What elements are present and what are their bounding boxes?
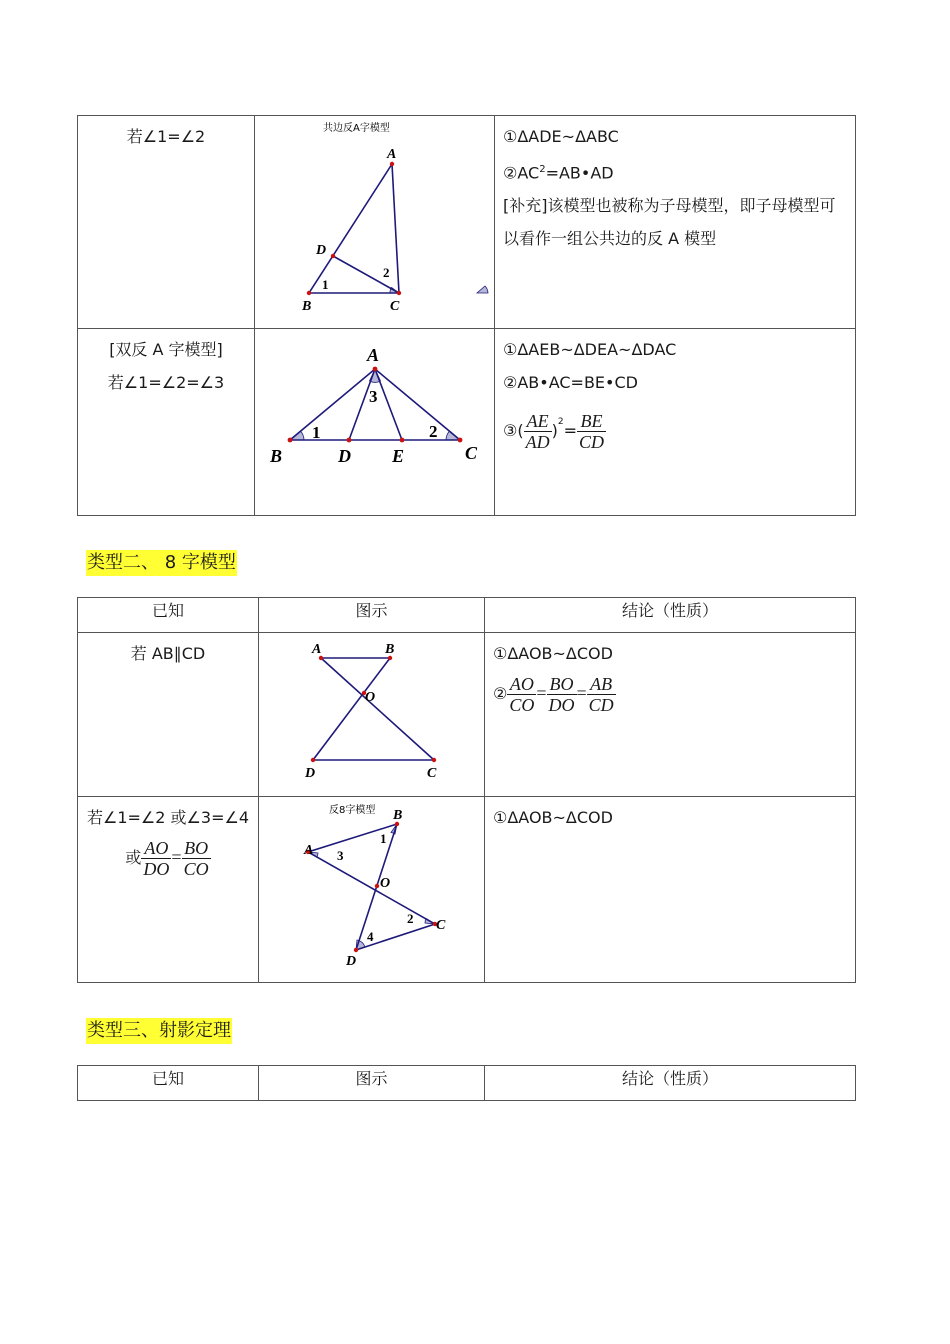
label-a: A xyxy=(312,642,322,657)
fraction-ao-do: $\frac{AO}{DO}$ xyxy=(143,838,170,879)
label-d: D xyxy=(346,954,357,969)
given-cell xyxy=(78,633,259,797)
double-reverse-a-figure xyxy=(255,329,495,515)
figure-caption: 共边反A字模型 xyxy=(323,123,390,134)
fraction-bo-co: $\frac{BO}{CO}$ xyxy=(183,838,209,879)
table-row xyxy=(78,116,856,329)
section-2-title: 类型二、 8 字模型 xyxy=(86,550,237,576)
angle-3-label: 3 xyxy=(337,848,344,863)
label-c: C xyxy=(427,766,437,781)
conclusion-cell xyxy=(485,797,856,983)
figure-8-lines xyxy=(313,658,434,760)
label-c: C xyxy=(465,443,478,463)
table-row xyxy=(78,329,856,516)
point-b xyxy=(288,438,293,443)
figure-cell xyxy=(255,329,495,516)
conclusion-cell xyxy=(495,329,856,516)
fraction-bo-do: $\frac{BO}{DO}$ xyxy=(548,674,575,715)
given-cell xyxy=(78,329,255,516)
label-d: D xyxy=(338,446,351,466)
conclusion-3: ③( $\frac{AE}{AD}$ )$^2$= $\frac{BE}{CD}$ xyxy=(503,411,604,452)
point-o xyxy=(375,884,379,888)
reverse-8-diagram xyxy=(259,797,485,982)
given-text: 若∠1=∠2 或∠3=∠4 xyxy=(87,808,249,827)
supplement-note: [补充]该模型也被称为子母模型，即子母模型可以看作一组公共边的反 A 模型 xyxy=(503,196,836,249)
given-text: 若∠1=∠2=∠3 xyxy=(107,373,225,392)
table-row xyxy=(78,633,856,797)
header-given: 已知 xyxy=(78,1066,259,1101)
conclusion-cell xyxy=(485,633,856,797)
header-conclusion: 结论（性质） xyxy=(485,598,856,633)
shared-side-a-figure xyxy=(255,116,495,328)
point-c xyxy=(458,438,463,443)
label-e: E xyxy=(392,446,405,466)
fraction-ae-ad: $\frac{AE}{AD}$ xyxy=(525,411,550,452)
section-3-title: 类型三、射影定理 xyxy=(86,1018,232,1044)
label-a: A xyxy=(367,345,380,365)
label-o: O xyxy=(380,876,391,891)
label-b: B xyxy=(302,299,312,314)
label-b: B xyxy=(393,808,403,823)
conclusion-1: ①ΔADE~ΔABC xyxy=(503,127,619,146)
figure-cell xyxy=(259,797,485,983)
label-a: A xyxy=(387,147,397,162)
angle-1-label: 1 xyxy=(322,277,329,292)
fraction-be-cd: $\frac{BE}{CD}$ xyxy=(578,411,604,452)
point-c xyxy=(397,291,401,295)
label-o: O xyxy=(365,690,376,705)
given-model-name: [双反 A 字模型] xyxy=(109,340,223,359)
figure-caption: 反8字模型 xyxy=(329,805,376,816)
point-c xyxy=(432,758,436,762)
label-d: D xyxy=(316,243,327,258)
point-d xyxy=(331,254,335,258)
label-c: C xyxy=(436,918,446,933)
fraction-ao-co: $\frac{AO}{CO}$ xyxy=(509,674,535,715)
given-cell xyxy=(78,116,255,329)
conclusion-2: ② $\frac{AO}{CO}$ = $\frac{BO}{DO}$ = $\frac{AB}{CD}$ xyxy=(493,674,614,715)
conclusion-2: ②AB•AC=BE•CD xyxy=(503,373,638,392)
point-d xyxy=(354,948,358,952)
given-cell xyxy=(78,797,259,983)
fraction-ab-cd: $\frac{AB}{CD}$ xyxy=(588,674,614,715)
point-d xyxy=(347,438,352,443)
label-c: C xyxy=(390,299,400,314)
conclusion-1: ①ΔAOB~ΔCOD xyxy=(493,644,613,663)
angle-2-label: 2 xyxy=(429,422,438,441)
angle-2-label: 2 xyxy=(407,911,414,926)
angle-1-label: 1 xyxy=(312,423,321,442)
point-e xyxy=(400,438,405,443)
label-a: A xyxy=(304,843,314,858)
header-figure: 图示 xyxy=(259,1066,485,1101)
point-a xyxy=(390,162,394,166)
angle-1-marker xyxy=(477,286,488,293)
given-text: 若∠1=∠2 xyxy=(126,127,206,146)
figure-8-diagram xyxy=(259,633,485,796)
conclusion-1: ①ΔAEB~ΔDEA~ΔDAC xyxy=(503,340,677,359)
conclusion-2: $②AC^2=AB•AD$ xyxy=(503,163,614,183)
projection-theorem-table xyxy=(77,1065,856,1101)
point-a xyxy=(373,367,378,372)
conclusion-1: ①ΔAOB~ΔCOD xyxy=(493,808,613,827)
figure-cell xyxy=(259,633,485,797)
header-figure: 图示 xyxy=(259,598,485,633)
label-b: B xyxy=(270,446,283,466)
a-model-table xyxy=(77,115,856,516)
figure-8-table xyxy=(77,597,856,983)
angle-2-label: 2 xyxy=(383,265,390,280)
angle-3-label: 3 xyxy=(369,387,378,406)
header-conclusion: 结论（性质） xyxy=(485,1066,856,1101)
given-ratio: 或 $\frac{AO}{DO}$ = $\frac{BO}{CO}$ xyxy=(125,838,209,879)
table-row xyxy=(78,797,856,983)
point-b xyxy=(307,291,311,295)
angle-4-label: 4 xyxy=(367,929,374,944)
label-d: D xyxy=(305,766,316,781)
label-b: B xyxy=(385,642,395,657)
point-d xyxy=(311,758,315,762)
header-given: 已知 xyxy=(78,598,259,633)
conclusion-cell xyxy=(495,116,856,329)
table-header-row xyxy=(78,598,856,633)
table-header-row xyxy=(78,1066,856,1101)
figure-cell xyxy=(255,116,495,329)
angle-1-label: 1 xyxy=(380,831,387,846)
given-text: 若 AB∥CD xyxy=(130,644,206,663)
